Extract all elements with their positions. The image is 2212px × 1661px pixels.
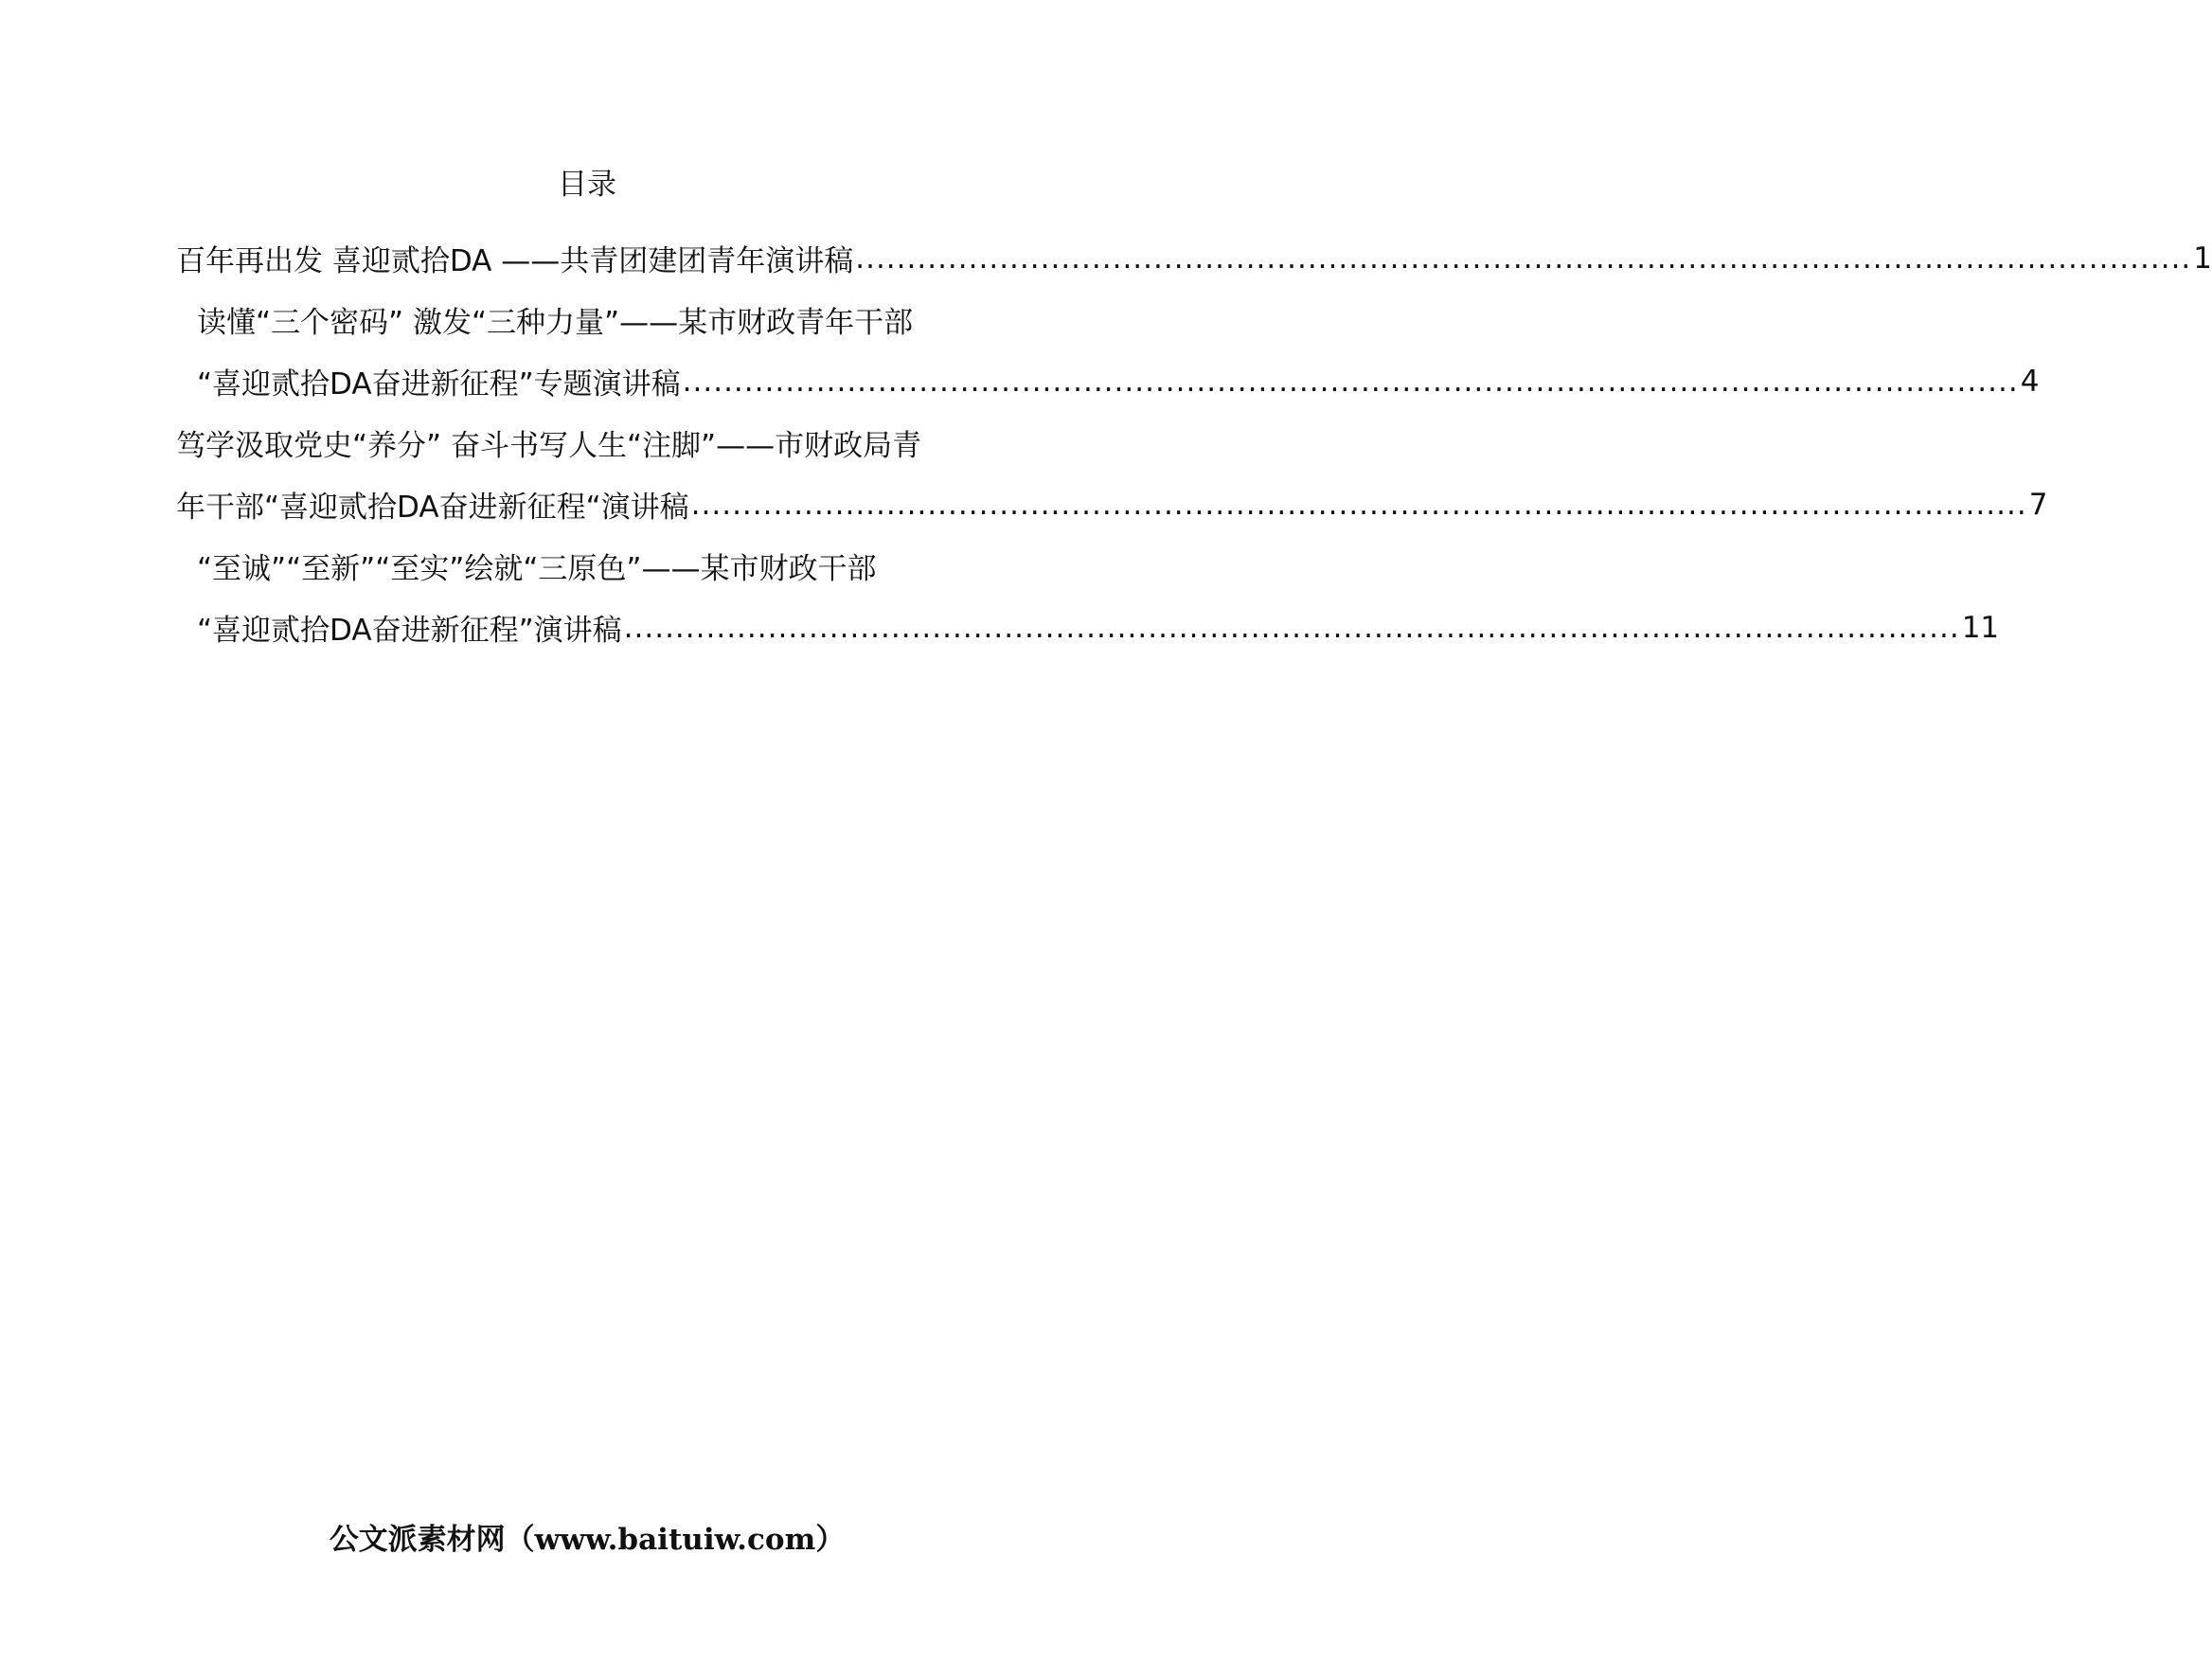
toc-entry-2-page: 4 <box>2020 364 2040 399</box>
toc-entry-4-text-1: “至诚”“至新”“至实”绘就“三原色”——某市财政干部 <box>197 552 877 586</box>
toc-entry-2-text-2: “喜迎贰拾DA奋进新征程”专题演讲稿 <box>197 367 681 402</box>
toc-entry-2-line-2[interactable] <box>176 350 2040 412</box>
toc-entry-1-page: 1 <box>2193 241 2212 276</box>
toc-entry-4-page: 11 <box>1961 610 2000 645</box>
toc-entry-1-text: 百年再出发 喜迎贰拾DA ——共青团建团青年演讲稿 <box>176 244 854 278</box>
dot-leader: .................................................................................................................................. <box>682 364 2019 399</box>
toc-title: 目录 <box>558 168 616 202</box>
dot-leader: .................................................................................................................................. <box>855 241 2192 276</box>
toc-entry-4-text-2: “喜迎贰拾DA奋进新征程”演讲稿 <box>197 614 622 648</box>
toc-entry-3-page: 7 <box>2028 487 2048 522</box>
toc-entry-3-text-1: 笃学汲取党史“养分” 奋斗书写人生“注脚”——市财政局青 <box>176 429 922 463</box>
toc-entry-3-line-2[interactable] <box>176 473 2048 535</box>
dot-leader: .................................................................................................................................. <box>623 610 1960 645</box>
toc-entry-1[interactable] <box>176 227 2212 289</box>
dot-leader: .................................................................................................................................. <box>690 487 2027 522</box>
toc-entry-2-line-1[interactable] <box>176 289 998 350</box>
toc-entry-4-line-2[interactable] <box>176 597 2000 658</box>
footer-source: 公文派素材网（www.baituiw.com） <box>329 1523 846 1557</box>
toc-entry-3-line-1[interactable] <box>176 412 998 473</box>
toc-entry-2-text-1: 读懂“三个密码” 激发“三种力量”——某市财政青年干部 <box>197 306 914 340</box>
table-of-contents <box>176 227 2212 658</box>
toc-entry-4-line-1[interactable] <box>176 535 998 597</box>
toc-entry-3-text-2: 年干部“喜迎贰拾DA奋进新征程“演讲稿 <box>176 491 689 525</box>
